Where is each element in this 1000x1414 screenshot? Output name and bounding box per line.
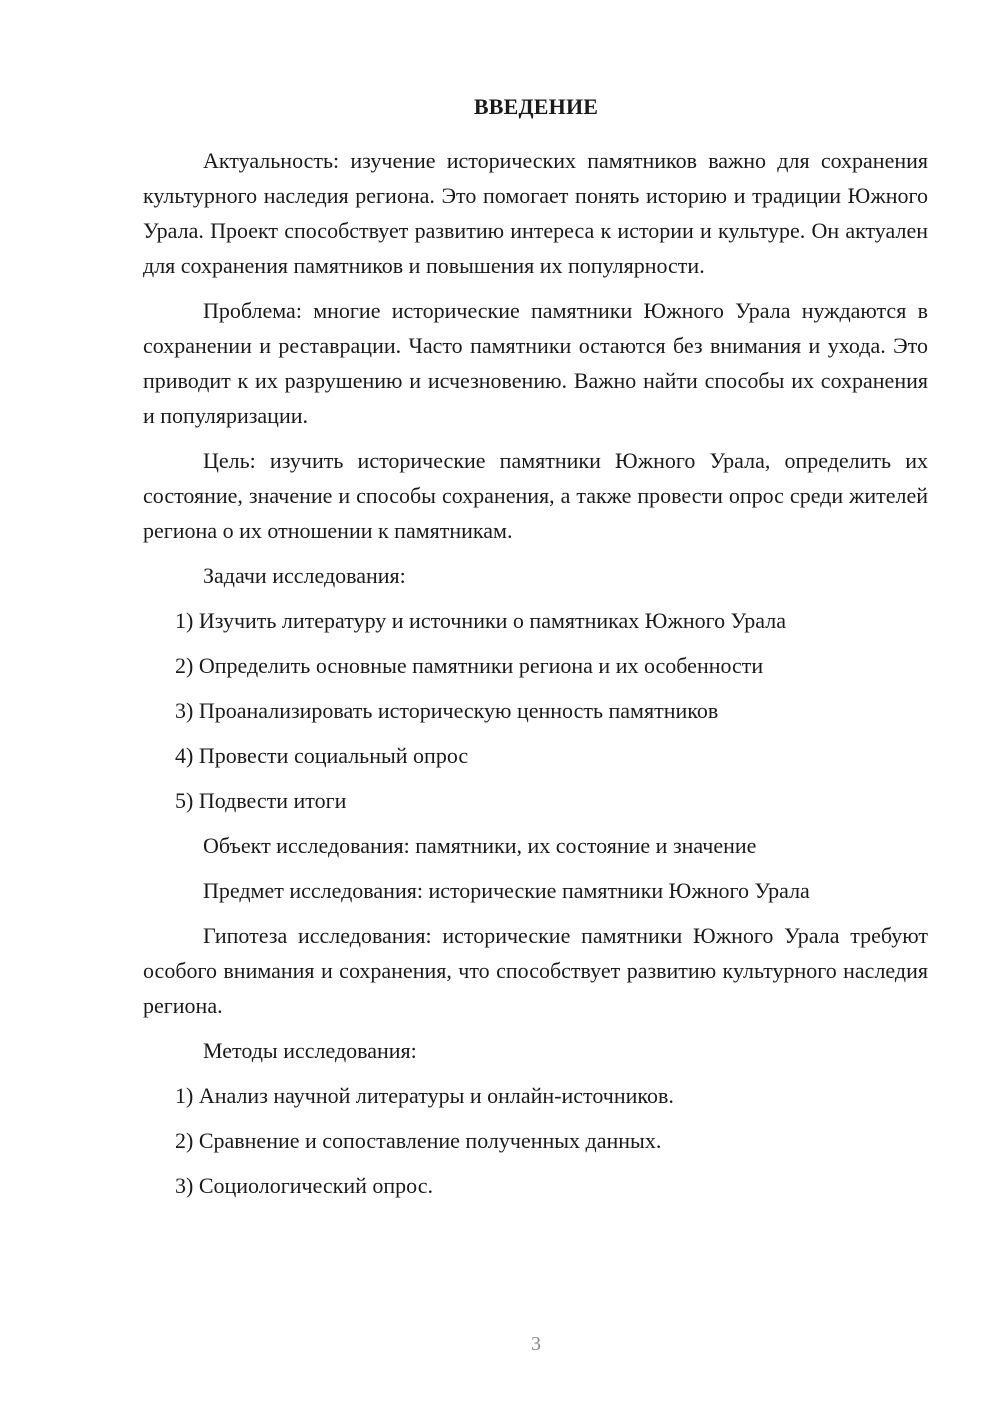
method-item: 2) Сравнение и сопоставление полученных данных.	[175, 1128, 662, 1153]
method-item: 3) Социологический опрос.	[175, 1173, 433, 1198]
task-item: 4) Провести социальный опрос	[175, 743, 469, 768]
research-object: Объект исследования: памятники, их состояние и значение	[203, 833, 757, 858]
hypothesis-paragraph: Гипотеза исследования: исторические памятники Южного Урала требуют особого внимания и сохранения, что способствует развитию культурного наследия региона.	[143, 923, 928, 1018]
task-item: 1) Изучить литературу и источники о памятниках Южного Урала	[175, 608, 786, 633]
task-item: 3) Проанализировать историческую ценность памятников	[175, 698, 719, 723]
methods-title: Методы исследования:	[203, 1038, 417, 1063]
research-subject: Предмет исследования: исторические памятники Южного Урала	[203, 878, 810, 903]
task-item: 5) Подвести итоги	[175, 788, 347, 813]
method-item: 1) Анализ научной литературы и онлайн-источников.	[175, 1083, 674, 1108]
tasks-title: Задачи исследования:	[203, 563, 406, 588]
document-body	[143, 143, 928, 1213]
relevance-paragraph: Актуальность: изучение исторических памятников важно для сохранения культурного наследия региона. Это помогает понять историю и традиции Южного Урала. Проект способствует развитию интереса к истории и культуре. Он актуален для сохранения памятников и повышения их популярности.	[143, 148, 928, 278]
task-item: 2) Определить основные памятники региона и их особенности	[175, 653, 764, 678]
page-heading: ВВЕДЕНИЕ	[473, 94, 599, 119]
goal-paragraph: Цель: изучить исторические памятники Южного Урала, определить их состояние, значение и способы сохранения, а также провести опрос среди жителей региона о их отношении к памятникам.	[143, 448, 928, 543]
problem-paragraph: Проблема: многие исторические памятники Южного Урала нуждаются в сохранении и реставрации. Часто памятники остаются без внимания и ухода. Это приводит к их разрушению и исчезновению. Важно найти способы их сохранения и популяризации.	[143, 298, 928, 428]
page-number: 3	[531, 1333, 541, 1355]
